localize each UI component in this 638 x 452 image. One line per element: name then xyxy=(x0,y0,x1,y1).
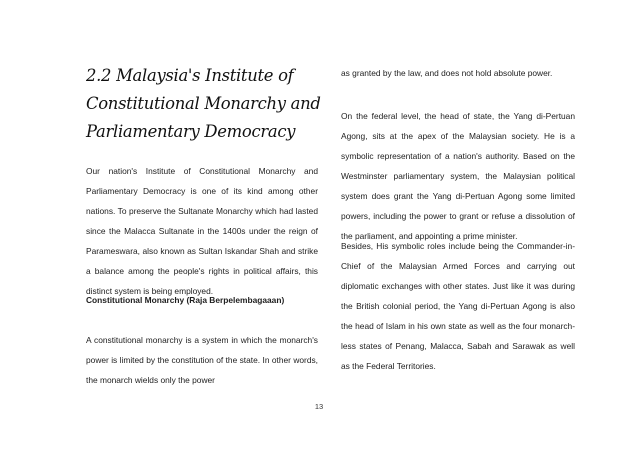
federal-paragraph: On the federal level, the head of state, the Yang di-Pertuan Agong, sits at the apex of the Malaysian society. He is a symbolic representation of a nation's authority. Based on the Westminster parliamentary system, the Malaysian political system does grant the Yang di-Pertuan Agong some limited powers, including the power to grant or refuse a dissolution of the parliament, and appointing a prime minister. xyxy=(341,111,575,241)
section-heading: 2.2 Malaysia's Institute of Constitutional Monarchy and Parliamentary Democracy xyxy=(86,66,321,141)
continuation-paragraph: as granted by the law, and does not hold absolute power. xyxy=(341,68,553,78)
page-number: 13 xyxy=(314,402,324,411)
intro-paragraph: Our nation's Institute of Constitutional Monarchy and Parliamentary Democracy is one of its kind among other nations. To preserve the Sultanate Monarchy which had lasted since the Malacca Sultanate in the 1400s under the reign of Parameswara, also known as Sultan Iskandar Shah and strike a balance among the people's rights in political affairs, this distinct system is being employed. xyxy=(86,166,318,296)
roles-paragraph: Besides, His symbolic roles include being the Commander-in-Chief of the Malaysian Armed Forces and carrying out diplomatic exchanges with other states. Just like it was during the British colonial period, the Yang di-Pertuan Agong is also the head of Islam in his own state as well as the four monarch-less states of Penang, Malacca, Sabah and Sarawak as well as the Federal Territories. xyxy=(341,241,575,371)
subsection-heading: Constitutional Monarchy (Raja Berpelembagaaan) xyxy=(86,295,285,305)
definition-paragraph: A constitutional monarchy is a system in which the monarch's power is limited by the constitution of the state. In other words, the monarch wields only the power xyxy=(86,335,318,385)
